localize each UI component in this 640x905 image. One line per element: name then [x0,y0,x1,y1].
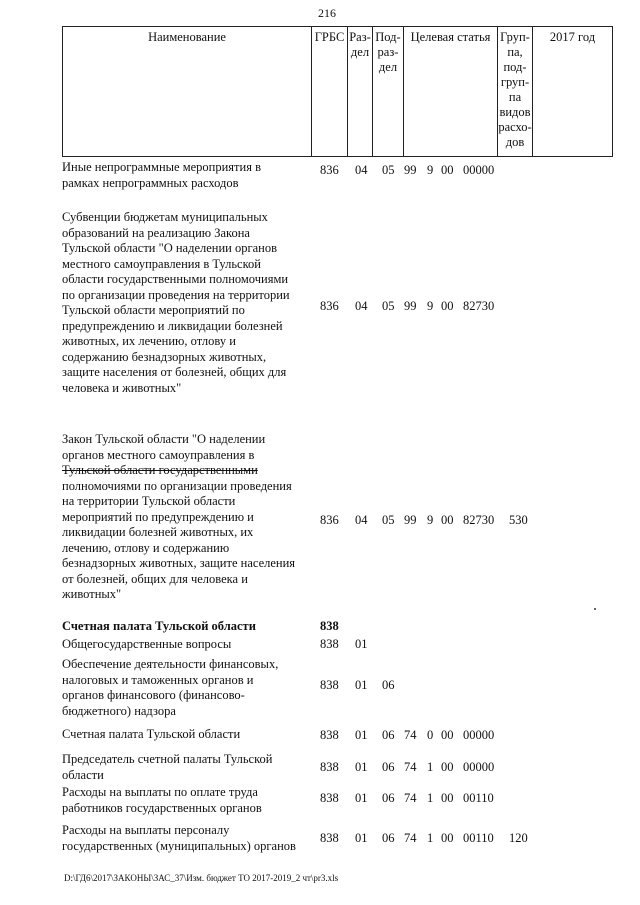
cell-c1: 74 [404,831,417,845]
row-name-line: образований на реализацию Закона [62,225,250,240]
cell-grbs: 836 [320,299,339,313]
cell-vr: 530 [509,513,528,527]
row-name [62,210,308,396]
page-number: 216 [318,6,336,20]
header-line: па [508,90,522,104]
header-line: дел [350,45,370,59]
cell-c1: 99 [404,513,417,527]
row-name [62,657,308,719]
header-grbs: ГРБС [314,30,345,44]
header-grbs-cell [311,26,348,157]
row-name-line: от болезней, общих для человека и [62,571,248,586]
row-name-line: Председатель счетной палаты Тульской [62,752,273,766]
row-name-line: человека и животных" [62,380,182,395]
header-group-cell [497,26,533,157]
cell-c4: 00110 [463,831,494,845]
header-line: расхо- [498,120,532,134]
row-name-line: содержанию безнадзорных животных, [62,349,267,364]
cell-grbs: 838 [320,637,339,651]
cell-rz: 01 [355,791,368,805]
cell-pr: 05 [382,513,395,527]
cell-grbs: 838 [320,728,339,742]
row-name-line: животных" [62,587,122,601]
row-name-line: Тульской области "О наделении органов [62,241,278,255]
cell-c4: 82730 [463,513,495,527]
header-line: Груп- [500,30,530,44]
row-name-line: Расходы на выплаты по оплате труда [62,785,258,799]
row-name-line: безнадзорных животных, защите населения [62,556,296,570]
header-line: груп- [500,75,530,89]
row-name [62,637,308,653]
header-line: Под- [375,30,401,44]
row-name-line: Счетная палата Тульской области [62,727,241,741]
cell-c2: 9 [427,163,434,177]
row-name-line: Закон Тульской области "О наделении [62,432,266,446]
header-line: Раз- [349,30,371,44]
cell-c3: 00 [441,513,454,527]
cell-c3: 00 [441,760,454,774]
cell-grbs: 836 [320,513,339,527]
cell-c3: 00 [441,728,454,742]
cell-rz: 01 [355,760,368,774]
cell-grbs: 838 [320,760,339,774]
cell-grbs: 836 [320,163,339,177]
row-name [62,432,308,603]
cell-c2: 9 [427,513,434,527]
row-name-line: местного самоуправления в Тульской [62,256,261,271]
row-name [62,727,308,743]
row-name-line: Тульской области мероприятий по [62,303,245,317]
header-year-cell [532,26,613,157]
header-name-cell [62,26,312,157]
cell-pr: 05 [382,163,395,177]
cell-c1: 74 [404,728,417,742]
cell-pr: 05 [382,299,395,313]
cell-c1: 99 [404,163,417,177]
cell-c4: 00000 [463,728,495,742]
cell-rz: 01 [355,637,368,651]
cell-c4: 00000 [463,163,495,177]
cell-c1: 74 [404,791,417,805]
cell-c2: 1 [427,791,434,805]
header-target-cell [403,26,498,157]
row-name-line: области государственными полномочиями [62,272,289,286]
row-name-line: органов местного самоуправления в [62,447,255,462]
cell-rz: 01 [355,831,368,845]
header-podrazdel-cell [372,26,404,157]
cell-c3: 00 [441,831,454,845]
cell-c2: 9 [427,299,434,313]
cell-pr: 06 [382,760,395,774]
header-line: под- [503,60,527,74]
row-name-line: Субвенции бюджетам муниципальных [62,210,268,224]
header-name: Наименование [148,30,226,44]
header-line: раз- [377,45,399,59]
row-name-line: животных, их лечению, отлову и [62,334,236,348]
cell-pr: 06 [382,791,395,805]
row-name-line: налоговых и таможенных органов и [62,672,254,687]
row-name-line: лечению, отлову и содержанию [62,540,230,555]
row-name-line: предупреждению и ликвидации болезней [62,318,283,333]
row-name-line: мероприятий по предупреждению и [62,509,254,524]
cell-c3: 00 [441,163,454,177]
row-name-line: Иные непрограммные мероприятия в [62,160,261,174]
row-name-line: ликвидации болезней животных, их [62,525,254,539]
header-line: па, [507,45,523,59]
cell-c4: 00110 [463,791,494,805]
row-name [62,619,308,635]
row-name-line: Обеспечение деятельности финансовых, [62,657,279,671]
row-name-line: защите населения от болезней, общих для [62,365,287,379]
cell-c3: 00 [441,791,454,805]
header-year: 2017 год [549,30,596,44]
cell-pr: 06 [382,831,395,845]
header-line: видов [499,105,531,119]
cell-c3: 00 [441,299,454,313]
header-podrazdel [373,30,403,75]
row-name-line: бюджетного) надзора [62,703,176,718]
cell-c2: 0 [427,728,434,742]
cell-c2: 1 [427,760,434,774]
row-name-line: полномочиями по организации проведения [62,478,292,493]
row-name-line: по организации проведения на территории [62,287,290,302]
scan-dot [594,608,596,610]
cell-rz: 04 [355,163,368,177]
row-name [62,752,308,783]
row-name [62,160,308,191]
row-name-line: области [62,767,104,782]
cell-c4: 82730 [463,299,495,313]
header-group [498,30,532,150]
row-name-line: Общегосударственные вопросы [62,637,232,651]
cell-grbs: 838 [320,678,339,692]
file-path-footer: D:\ГД6\2017\ЗАКОНЫ\ЗАС_37\Изм. бюджет ТО 2017-2019_2 чт\pr3.xls [64,873,339,883]
header-line: дов [505,135,525,149]
row-name-line: Счетная палата Тульской области [62,619,256,633]
header-razdel-cell [347,26,373,157]
row-name-line: Тульской области государственными [62,463,258,477]
header-razdel [348,30,372,60]
cell-rz: 04 [355,513,368,527]
row-name [62,785,308,816]
row-name-line: органов финансового (финансово- [62,688,245,702]
cell-c4: 00000 [463,760,495,774]
cell-pr: 06 [382,728,395,742]
cell-grbs: 838 [320,831,339,845]
row-name [62,823,308,854]
row-name-line: государственных (муниципальных) органов [62,838,296,853]
cell-grbs: 838 [320,619,339,633]
cell-c1: 99 [404,299,417,313]
cell-rz: 01 [355,728,368,742]
row-name-line: рамках непрограммных расходов [62,175,239,190]
cell-c2: 1 [427,831,434,845]
cell-vr: 120 [509,831,528,845]
cell-pr: 06 [382,678,395,692]
row-name-line: работников государственных органов [62,800,262,815]
cell-rz: 01 [355,678,368,692]
header-target: Целевая статья [410,30,491,44]
cell-c1: 74 [404,760,417,774]
row-name-line: на территории Тульской области [62,494,236,508]
row-name-line: Расходы на выплаты персоналу [62,823,230,837]
header-line: дел [378,60,398,74]
cell-grbs: 838 [320,791,339,805]
cell-rz: 04 [355,299,368,313]
